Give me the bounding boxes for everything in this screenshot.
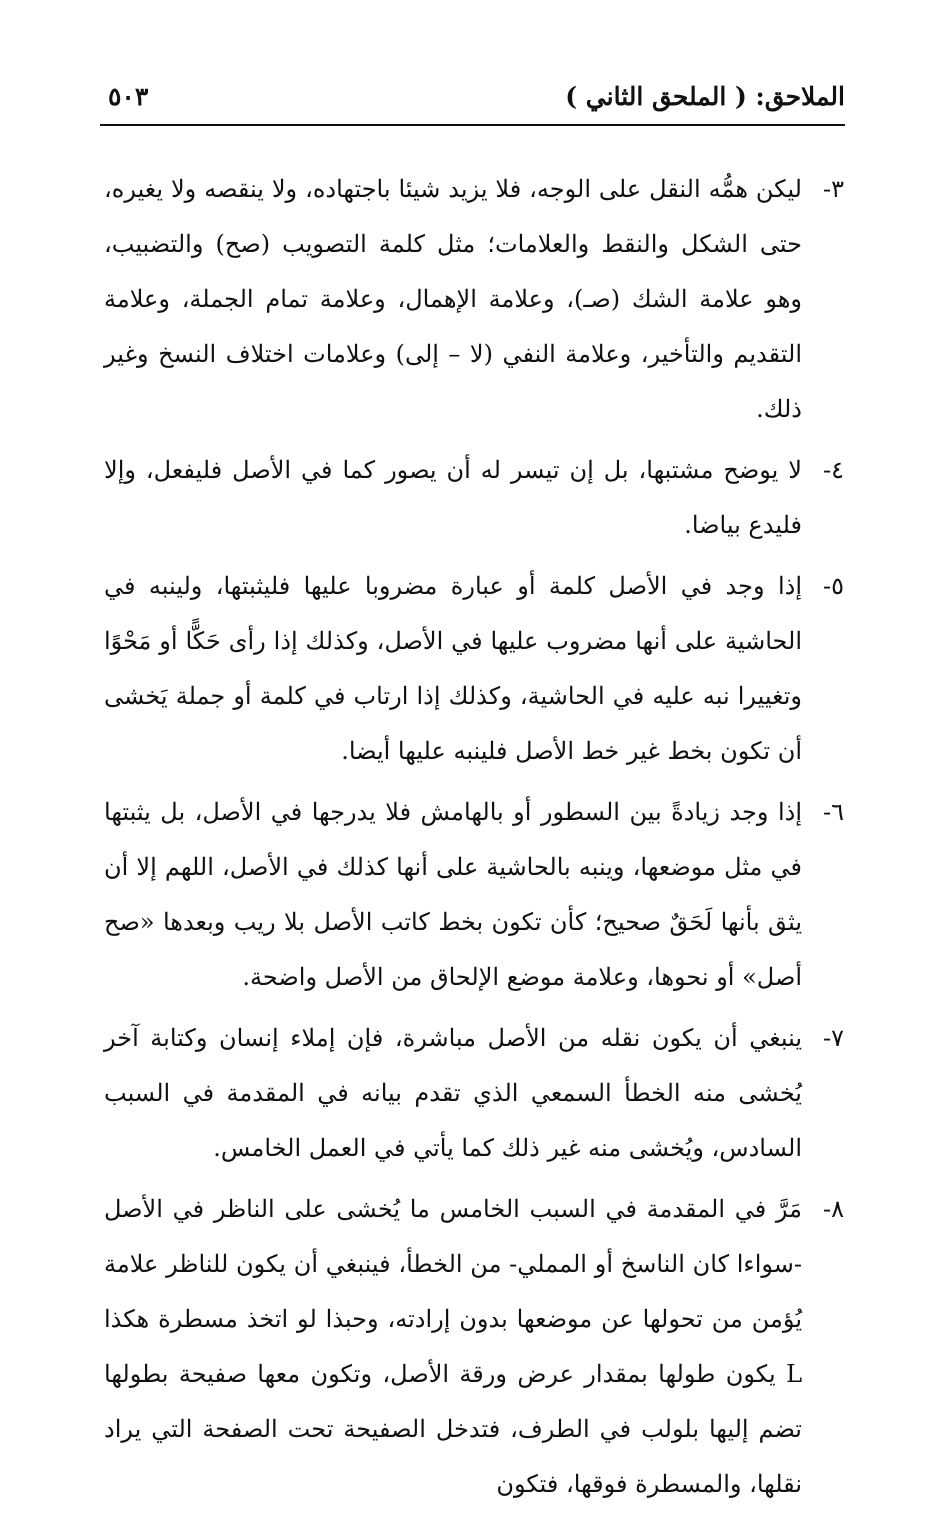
item-number: ٦- xyxy=(823,798,844,826)
numbered-list xyxy=(104,162,844,1518)
item-number: ٣- xyxy=(823,175,844,203)
list-item xyxy=(104,559,844,779)
list-item xyxy=(104,443,844,553)
item-number: ٧- xyxy=(823,1024,844,1052)
list-item xyxy=(104,162,844,437)
page-number: ٥٠٣ xyxy=(108,82,149,111)
running-title: الملاحق: ( الملحق الثاني ) xyxy=(565,82,845,111)
item-text: إذا وجد زيادةً بين السطور أو بالهامش فلا يدرجها في الأصل، بل يثبتها في مثل موضعها، وينبه بالحاشية على أنها كذلك في الأصل، اللهم إلا أن يثق بأنها لَحَقٌ صحيح؛ كأن تكون بخط كاتب الأصل بلا ريب وبعدها «صح أصل» أو نحوها، وعلامة موضع الإلحاق من الأصل واضحة. xyxy=(104,798,802,991)
page-header xyxy=(100,78,845,128)
header-rule xyxy=(100,124,845,126)
item-text: ينبغي أن يكون نقله من الأصل مباشرة، فإن إملاء إنسان وكتابة آخر يُخشى منه الخطأ السمعي الذي تقدم بيانه في المقدمة في السبب السادس، ويُخشى منه غير ذلك كما يأتي في العمل الخامس. xyxy=(104,1024,802,1162)
item-text: ليكن همُّه النقل على الوجه، فلا يزيد شيئا باجتهاده، ولا ينقصه ولا يغيره، حتى الشكل والنقط والعلامات؛ مثل كلمة التصويب (صح) والتضبيب، وهو علامة الشك (صـ)، وعلامة الإهمال، وعلامة تمام الجملة، وعلامة التقديم والتأخير، وعلامة النفي (لا – إلى) وعلامات اختلاف النسخ وغير ذلك. xyxy=(104,175,802,423)
item-number: ٥- xyxy=(823,572,844,600)
item-text: مَرَّ في المقدمة في السبب الخامس ما يُخشى على الناظر في الأصل -سواءا كان الناسخ أو المملي- من الخطأ، فينبغي أن يكون للناظر علامة يُؤمن من تحولها عن موضعها بدون إرادته، وحبذا لو اتخذ مسطرة هكذا L يكون طولها بمقدار عرض ورقة الأصل، وتكون معها صفيحة بطولها تضم إليها بلولب في الطرف، فتدخل الصفيحة تحت الصفحة التي يراد نقلها، والمسطرة فوقها، فتكون xyxy=(104,1195,802,1498)
item-text: إذا وجد في الأصل كلمة أو عبارة مضروبا عليها فليثبتها، ولينبه في الحاشية على أنها مضروب عليها في الأصل، وكذلك إذا رأى حَكًّا أو مَحْوًا وتغييرا نبه عليه في الحاشية، وكذلك إذا ارتاب في كلمة أو جملة يَخشى أن تكون بخط غير خط الأصل فلينبه عليها أيضا. xyxy=(104,572,802,765)
item-number: ٤- xyxy=(823,456,844,484)
list-item xyxy=(104,785,844,1005)
item-number: ٨- xyxy=(823,1195,844,1223)
item-text: لا يوضح مشتبها، بل إن تيسر له أن يصور كما في الأصل فليفعل، وإلا فليدع بياضا. xyxy=(104,456,802,539)
list-item xyxy=(104,1011,844,1176)
list-item xyxy=(104,1182,844,1512)
